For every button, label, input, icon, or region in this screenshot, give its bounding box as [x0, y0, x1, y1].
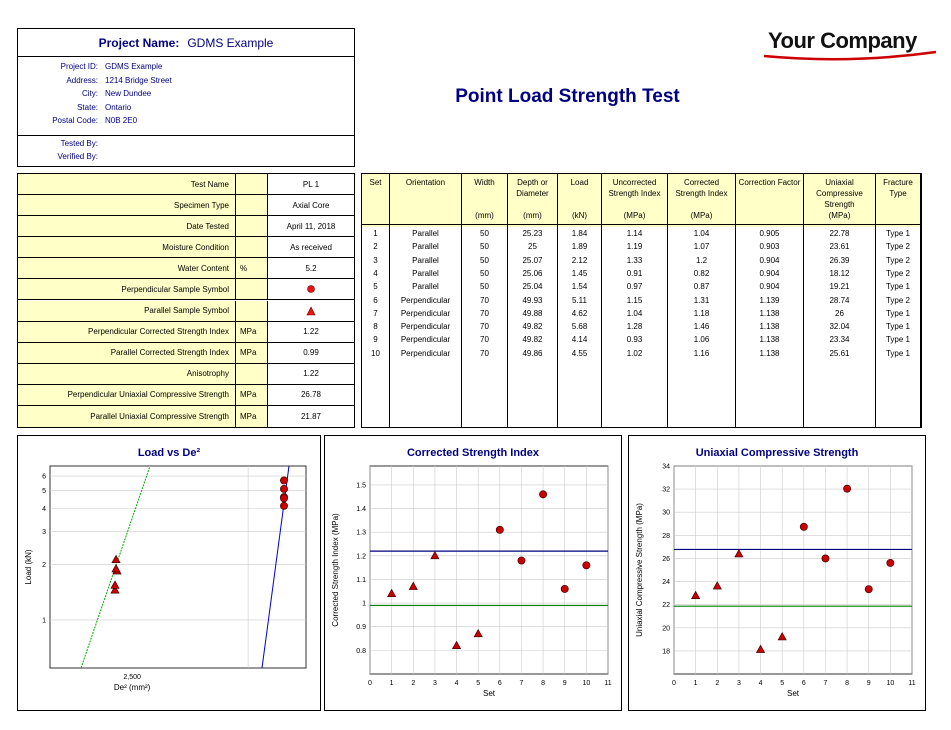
results-column-width	[462, 174, 508, 427]
x-tick-label: 9	[866, 680, 871, 687]
table-cell: 18.12	[829, 268, 850, 278]
property-unit	[236, 216, 268, 236]
x-tick-label: 5	[780, 680, 785, 687]
table-cell: 0.904	[759, 268, 780, 278]
x-axis-label: De² (mm²)	[113, 683, 151, 692]
property-unit	[236, 364, 268, 384]
table-cell: Parallel	[412, 268, 439, 278]
x-tick-label: 4	[454, 680, 459, 687]
y-tick-label: 32	[662, 486, 670, 494]
property-name: Parallel Sample Symbol	[18, 301, 236, 321]
table-cell: 1.45	[571, 268, 588, 278]
property-row	[18, 343, 354, 364]
table-cell: 1.138	[759, 308, 780, 318]
table-cell: 70	[480, 308, 489, 318]
table-cell: 50	[480, 242, 489, 252]
property-row	[18, 258, 354, 279]
report-title: Point Load Strength Test	[455, 86, 680, 107]
table-cell: 19.21	[829, 282, 850, 292]
table-cell: 10	[371, 348, 380, 358]
x-tick-label: 6	[497, 680, 502, 687]
property-name: Test Name	[18, 174, 236, 194]
table-cell: Type 2	[885, 242, 910, 252]
table-cell: 0.905	[759, 229, 780, 238]
project-field-label: City:	[82, 89, 98, 98]
table-cell: 1.84	[571, 229, 588, 238]
x-axis-label: Set	[482, 689, 496, 698]
table-cell: 49.82	[522, 322, 543, 332]
tested-by-row	[18, 139, 354, 152]
table-cell: 25.61	[829, 348, 850, 358]
column-header: Depth or Diameter	[508, 174, 557, 227]
y-tick-label: 18	[662, 648, 670, 656]
property-name: Perpendicular Uniaxial Compressive Strength	[18, 385, 236, 405]
property-row	[18, 364, 354, 385]
y-tick-label: 1.3	[356, 529, 366, 537]
y-tick-label: 20	[662, 625, 670, 633]
project-field-row	[18, 62, 354, 75]
chart-title: Uniaxial Compressive Strength	[695, 447, 859, 459]
verified-by-row	[18, 152, 354, 165]
table-cell: 25	[528, 242, 537, 252]
chart-plot	[325, 436, 621, 710]
data-point-circle	[539, 491, 546, 498]
table-cell: 70	[480, 348, 489, 358]
data-point-circle	[843, 485, 850, 492]
column-header: Fracture Type	[876, 174, 920, 227]
y-tick-label: 2	[42, 561, 46, 569]
property-unit	[236, 237, 268, 257]
table-cell: 1.06	[693, 335, 710, 345]
table-cell: 28.74	[829, 295, 850, 305]
table-cell: Type 1	[885, 308, 910, 318]
table-cell: 49.88	[522, 308, 543, 318]
table-cell: 0.904	[759, 282, 780, 292]
y-tick-label: 3	[42, 529, 46, 537]
table-cell: Type 2	[885, 268, 910, 278]
table-cell: Parallel	[412, 282, 439, 292]
logo-swoosh-icon	[760, 50, 940, 64]
table-cell: 0.904	[759, 255, 780, 265]
header-divider	[362, 224, 921, 225]
property-unit: MPa	[236, 322, 268, 342]
table-cell: 1.89	[571, 242, 588, 252]
ucs-chart	[628, 435, 926, 711]
table-cell: Type 1	[885, 229, 910, 238]
x-axis-label: Set	[786, 689, 800, 698]
x-tick-label: 3	[432, 680, 437, 687]
property-name: Specimen Type	[18, 195, 236, 215]
table-cell: Perpendicular	[400, 322, 451, 332]
chart-title: Load vs De²	[137, 447, 201, 459]
y-tick-label: 1.1	[356, 576, 366, 584]
property-unit: MPa	[236, 406, 268, 427]
table-cell: 1.04	[626, 308, 643, 318]
table-cell: 2	[373, 242, 378, 252]
y-tick-label: 30	[662, 509, 670, 517]
property-name: Date Tested	[18, 216, 236, 236]
plot-area	[370, 466, 608, 674]
table-cell: 1.138	[759, 322, 780, 332]
company-logo: Your Company	[768, 28, 917, 53]
table-cell: 50	[480, 255, 489, 265]
data-point-circle	[280, 495, 287, 502]
property-value: Axial Core	[292, 200, 330, 210]
results-column-orientation	[390, 174, 462, 427]
table-cell: 1.54	[571, 282, 588, 292]
project-info-panel	[17, 28, 355, 167]
table-cell: 1.16	[693, 348, 710, 358]
column-header: Width	[462, 174, 507, 227]
y-tick-label: 26	[662, 555, 670, 563]
property-row	[18, 406, 354, 427]
table-cell: 49.93	[522, 295, 543, 305]
property-name: Moisture Condition	[18, 237, 236, 257]
table-cell: 1.07	[693, 242, 710, 252]
property-value	[268, 279, 354, 299]
property-value: 1.22	[303, 369, 319, 379]
table-cell: 1.04	[693, 229, 710, 238]
column-unit: (MPa)	[690, 211, 713, 220]
y-tick-label: 1.5	[356, 482, 366, 490]
data-point-circle	[583, 562, 590, 569]
table-cell: 1.2	[695, 255, 708, 265]
property-value: 0.99	[303, 348, 319, 358]
project-field-row	[18, 116, 354, 129]
project-name-header	[18, 29, 354, 57]
chart-plot	[18, 436, 320, 710]
project-field-label: Project ID:	[60, 62, 98, 71]
table-cell: Perpendicular	[400, 335, 451, 345]
table-cell: 3	[373, 255, 378, 265]
table-cell: 0.93	[626, 335, 643, 345]
table-cell: 1	[373, 229, 378, 238]
x-tick-label: 9	[562, 680, 567, 687]
column-header: Load	[558, 174, 601, 227]
table-cell: 26	[835, 308, 844, 318]
x-tick-label: 4	[758, 680, 763, 687]
data-point-circle	[887, 559, 894, 566]
table-cell: 4.14	[571, 335, 588, 345]
table-cell: 1.19	[626, 242, 643, 252]
table-cell: 1.02	[626, 348, 643, 358]
y-tick-label: 1	[362, 600, 366, 608]
property-unit	[236, 195, 268, 215]
load-vs-de2-chart	[17, 435, 321, 711]
column-unit: (mm)	[475, 211, 494, 220]
x-tick-label: 7	[823, 680, 828, 687]
project-field-label: Address:	[66, 75, 98, 85]
x-tick-label: 5	[476, 680, 481, 687]
table-cell: Parallel	[412, 255, 439, 265]
y-tick-label: 22	[662, 602, 670, 610]
property-value: April 11, 2018	[286, 221, 336, 231]
project-field-label: State:	[77, 102, 98, 112]
data-point-circle	[822, 555, 829, 562]
results-column-corrected	[668, 174, 736, 427]
x-tick-label: 2	[715, 680, 720, 687]
table-cell: Parallel	[412, 242, 439, 252]
project-name-value: GDMS Example	[187, 35, 274, 50]
table-cell: 23.34	[829, 335, 850, 345]
table-cell: 49.86	[522, 348, 543, 358]
y-tick-label: 1.4	[356, 506, 366, 514]
table-cell: 32.04	[829, 322, 850, 332]
plot-area	[674, 466, 912, 674]
table-cell: Type 2	[885, 295, 910, 305]
results-table	[361, 173, 922, 428]
table-cell: 5	[373, 282, 378, 292]
x-tick-label: 8	[845, 680, 850, 687]
table-cell: 0.97	[626, 282, 643, 292]
table-cell: Type 1	[885, 322, 910, 332]
x-tick-label: 3	[736, 680, 741, 687]
x-tick-label: 11	[604, 680, 612, 687]
data-point-circle	[280, 485, 287, 492]
y-tick-label: 5	[42, 488, 46, 496]
property-value: 5.2	[305, 263, 317, 273]
project-field-value: New Dundee	[105, 89, 152, 98]
column-header: Uniaxial Compressive Strength	[804, 174, 875, 227]
property-unit	[236, 174, 268, 194]
data-point-circle	[280, 477, 287, 484]
column-header: Orientation	[390, 174, 461, 227]
tested-by-label: Tested By:	[60, 139, 98, 148]
results-column-load	[558, 174, 602, 427]
property-unit: MPa	[236, 343, 268, 363]
column-header: Uncorrected Strength Index	[602, 174, 667, 227]
circle-symbol-icon	[306, 284, 316, 294]
table-cell: Perpendicular	[400, 308, 451, 318]
x-tick-label: 2	[411, 680, 416, 687]
y-tick-label: 24	[662, 579, 670, 587]
x-tick-label: 8	[541, 680, 546, 687]
property-value: PL 1	[302, 179, 320, 189]
project-field-label: Postal Code:	[52, 116, 98, 125]
property-row	[18, 237, 354, 258]
table-cell: 5.68	[571, 322, 588, 332]
results-column-uncorrected	[602, 174, 668, 427]
x-tick-label: 1	[693, 680, 698, 687]
table-cell: Type 1	[885, 348, 910, 358]
table-cell: 7	[373, 308, 378, 318]
property-name: Perpendicular Corrected Strength Index	[18, 322, 236, 342]
project-field-value: 1214 Bridge Street	[105, 75, 172, 85]
property-unit	[236, 301, 268, 321]
table-cell: 1.33	[626, 255, 643, 265]
x-tick-label: 10	[582, 680, 591, 687]
y-axis-label: Uniaxial Compressive Strength (MPa)	[635, 503, 644, 637]
table-cell: 70	[480, 295, 489, 305]
y-tick-label: 1.2	[356, 553, 366, 561]
table-cell: 1.15	[626, 295, 643, 305]
column-unit: (mm)	[523, 211, 542, 220]
project-field-row	[18, 103, 354, 116]
property-value	[268, 301, 354, 321]
table-cell: 50	[480, 268, 489, 278]
property-name: Parallel Corrected Strength Index	[18, 343, 236, 363]
column-unit: (MPa)	[623, 211, 646, 220]
results-column-fracture	[876, 174, 921, 427]
table-cell: Perpendicular	[400, 295, 451, 305]
table-cell: 1.31	[693, 295, 710, 305]
project-field-row	[18, 76, 354, 89]
table-cell: 5.11	[572, 295, 587, 305]
property-value: 1.22	[303, 327, 319, 337]
data-point-circle	[280, 502, 287, 509]
y-axis-label: Load (kN)	[24, 549, 33, 585]
project-field-value: Ontario	[105, 102, 132, 112]
property-row	[18, 301, 354, 322]
table-cell: 0.87	[693, 282, 710, 292]
y-tick-label: 34	[662, 463, 670, 471]
table-cell: 1.28	[626, 322, 643, 332]
table-cell: 50	[480, 282, 489, 292]
table-cell: 25.06	[522, 268, 543, 278]
property-name: Anisotrophy	[18, 364, 236, 384]
table-cell: Type 2	[885, 255, 910, 265]
property-unit: MPa	[236, 385, 268, 405]
verified-by-label: Verified By:	[57, 152, 98, 161]
chart-title: Corrected Strength Index	[406, 447, 540, 459]
property-row	[18, 195, 354, 216]
table-cell: 25.07	[522, 255, 543, 265]
x-tick-label: 0	[672, 680, 676, 687]
column-header: Set	[362, 174, 389, 227]
table-cell: 1.18	[693, 308, 710, 318]
project-field-row	[18, 89, 354, 102]
project-field-value: N0B 2E0	[105, 116, 138, 125]
table-cell: Perpendicular	[400, 348, 451, 358]
column-header: Corrected Strength Index	[668, 174, 735, 227]
y-tick-label: 6	[42, 473, 46, 481]
table-cell: 4.55	[571, 348, 588, 358]
table-cell: 1.14	[626, 229, 643, 238]
table-cell: 26.39	[829, 255, 850, 265]
results-column-depth	[508, 174, 558, 427]
data-point-circle	[518, 557, 525, 564]
property-name: Water Content	[18, 258, 236, 278]
table-cell: 1.138	[759, 335, 780, 345]
column-unit: (kN)	[571, 211, 588, 220]
project-name-label: Project Name:	[98, 35, 180, 50]
property-unit: %	[236, 258, 268, 278]
table-cell: 49.82	[522, 335, 543, 345]
table-cell: Type 1	[885, 282, 910, 292]
table-cell: 50	[480, 229, 489, 238]
table-cell: 0.91	[626, 268, 643, 278]
table-cell: 23.61	[829, 242, 850, 252]
corrected-strength-index-chart	[324, 435, 622, 711]
table-cell: 1.139	[759, 295, 780, 305]
y-axis-label: Corrected Strength Index (MPa)	[331, 513, 340, 627]
table-cell: 70	[480, 322, 489, 332]
property-value: 26.78	[300, 390, 322, 400]
column-header: Correction Factor	[736, 174, 803, 227]
y-tick-label: 0.9	[356, 624, 366, 632]
table-cell: 25.04	[522, 282, 543, 292]
x-tick-label: 11	[908, 680, 916, 687]
property-name: Perpendicular Sample Symbol	[18, 279, 236, 299]
table-cell: 8	[373, 322, 378, 332]
property-name: Parallel Uniaxial Compressive Strength	[18, 406, 236, 427]
property-row	[18, 174, 354, 195]
table-cell: 2.12	[571, 255, 588, 265]
table-cell: Type 1	[885, 335, 910, 345]
data-point-circle	[561, 585, 568, 592]
x-tick-label: 0	[368, 680, 372, 687]
x-tick-label: 10	[886, 680, 895, 687]
test-properties-table	[17, 173, 355, 428]
table-cell: 0.903	[759, 242, 780, 252]
property-row	[18, 385, 354, 406]
tested-by-divider	[18, 135, 354, 136]
project-field-value: GDMS Example	[105, 62, 163, 71]
column-unit: (MPa)	[828, 211, 851, 220]
table-cell: 4.62	[571, 308, 588, 318]
results-column-ucs	[804, 174, 876, 427]
data-point-circle	[865, 586, 872, 593]
y-tick-label: 4	[42, 506, 46, 514]
chart-plot	[629, 436, 925, 710]
y-tick-label: 0.8	[356, 647, 366, 655]
results-column-factor	[736, 174, 804, 427]
results-column-set	[362, 174, 390, 427]
table-cell: 1.138	[759, 348, 780, 358]
table-cell: 0.82	[693, 268, 710, 278]
triangle-symbol-icon	[306, 306, 316, 316]
table-cell: 6	[373, 295, 378, 305]
data-point-circle	[800, 523, 807, 530]
x-tick-label: 7	[519, 680, 524, 687]
table-cell: 70	[480, 335, 489, 345]
property-unit	[236, 279, 268, 299]
table-cell: 22.78	[829, 229, 850, 238]
plot-area	[50, 466, 306, 668]
property-row	[18, 279, 354, 300]
table-cell: 1.46	[693, 322, 710, 332]
x-tick-label: 6	[801, 680, 806, 687]
table-cell: 4	[373, 268, 378, 278]
table-cell: 9	[373, 335, 378, 345]
table-cell: Parallel	[412, 229, 439, 238]
x-tick-label: 1	[389, 680, 394, 687]
x-tick-label: 2,500	[123, 674, 141, 681]
property-value: As received	[290, 242, 332, 252]
y-tick-label: 1	[42, 617, 46, 625]
y-tick-label: 28	[662, 532, 670, 540]
table-cell: 25.23	[522, 229, 543, 238]
property-row	[18, 322, 354, 343]
property-value: 21.87	[300, 411, 322, 421]
property-row	[18, 216, 354, 237]
data-point-circle	[496, 526, 503, 533]
